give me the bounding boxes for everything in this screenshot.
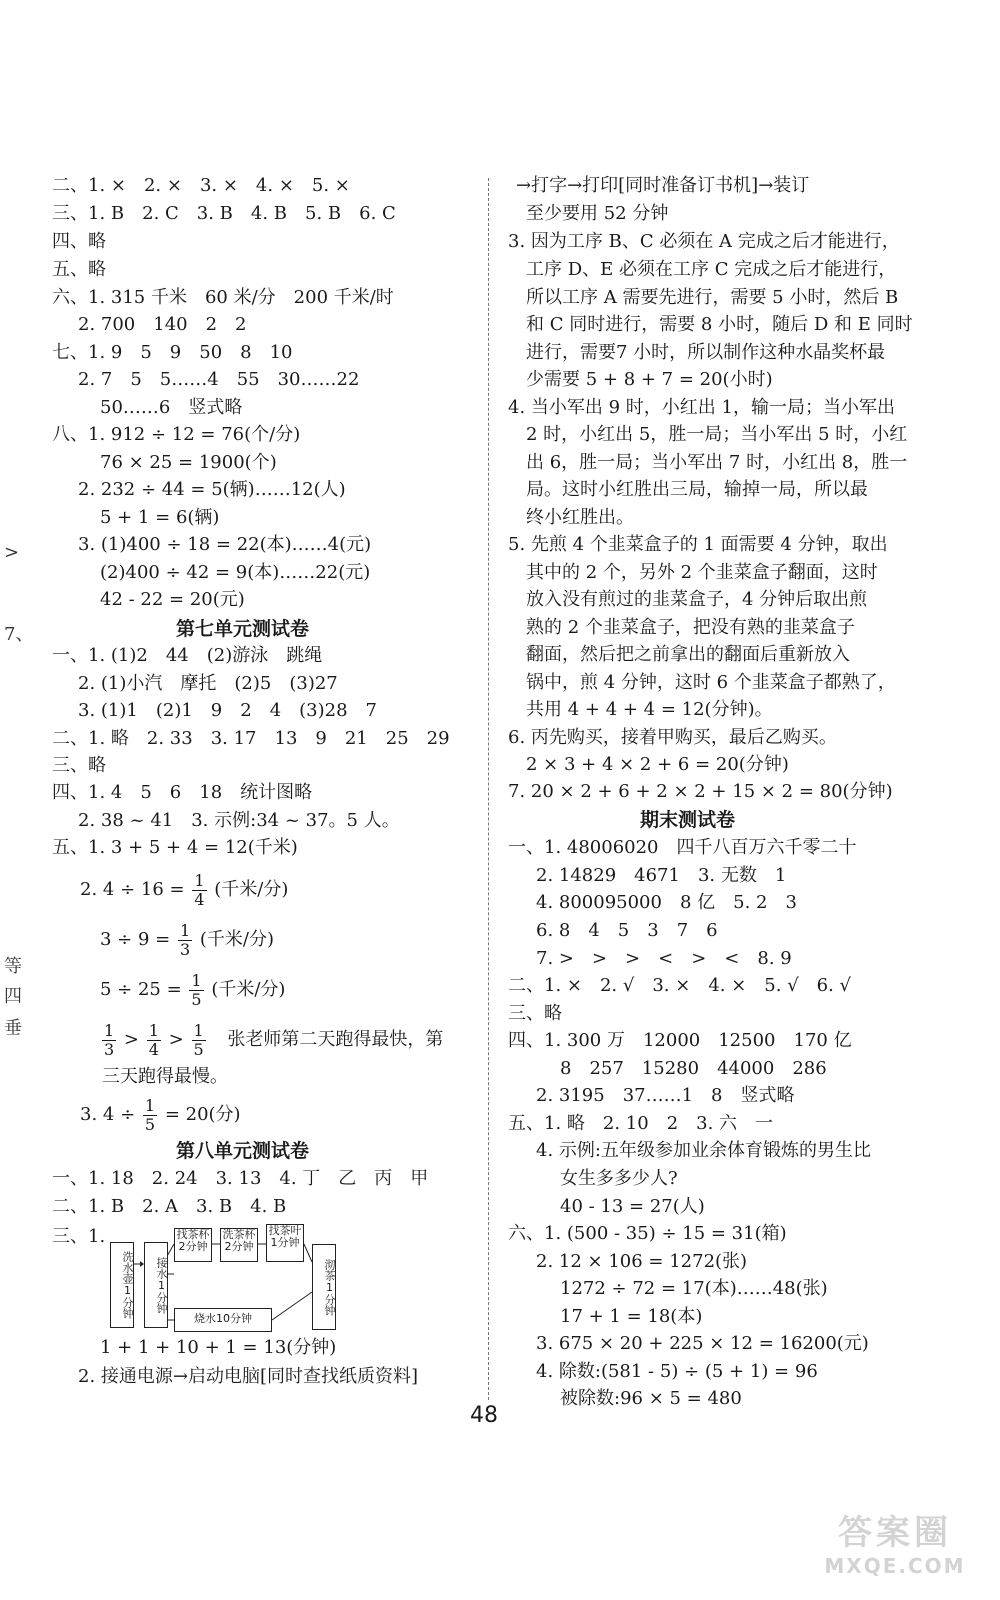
watermark-url: MXQE.COM bbox=[824, 1554, 966, 1578]
answer-line: 2. 14829 4671 3. 无数 1 bbox=[536, 865, 787, 886]
greater-than: > bbox=[123, 1029, 140, 1050]
answer-line: 四、略 bbox=[52, 231, 106, 252]
fraction-prefix: 5 ÷ 25 = bbox=[100, 979, 182, 1000]
answer-line: 1 + 1 + 10 + 1 = 13(分钟) bbox=[100, 1337, 337, 1358]
margin-fragment: 等 bbox=[4, 956, 22, 977]
answer-line: 五、1. 3 + 5 + 4 = 12(千米) bbox=[52, 837, 298, 858]
fraction-denominator: 5 bbox=[191, 989, 202, 1009]
answer-line: 锅中，煎 4 分钟，这时 6 个韭菜盒子都熟了， bbox=[526, 672, 896, 693]
fraction-numerator: 1 bbox=[144, 1095, 156, 1115]
answer-line: 五、1. 略 2. 10 2 3. 六 一 bbox=[508, 1113, 774, 1134]
fraction bbox=[143, 1097, 157, 1134]
answer-line: 8 257 15280 44000 286 bbox=[560, 1058, 827, 1079]
fraction bbox=[147, 1022, 161, 1059]
fraction-denominator: 4 bbox=[148, 1039, 159, 1059]
answer-line: 2. 3195 37……1 8 竖式略 bbox=[536, 1085, 795, 1106]
answer-line: 2 时，小红出 5，胜一局；当小军出 5 时，小红 bbox=[526, 424, 908, 445]
fraction-numerator: 1 bbox=[193, 1020, 204, 1040]
answer-line: 2. (1)小汽 摩托 (2)5 (3)27 bbox=[78, 673, 338, 694]
answer-line: 2. 接通电源→启动电脑[同时查找纸质资料] bbox=[78, 1366, 419, 1387]
fraction bbox=[102, 1022, 116, 1059]
answer-line: 共用 4 + 4 + 4 = 12(分钟)。 bbox=[526, 699, 773, 720]
answer-line: 进行，需要7 小时，所以制作这种水晶奖杯最 bbox=[526, 342, 886, 363]
answer-line: 42 - 22 = 20(元) bbox=[100, 589, 245, 610]
answer-line: 三、略 bbox=[52, 755, 106, 776]
fraction-unit: (千米/分) bbox=[214, 879, 289, 900]
margin-fragment: 四 bbox=[4, 986, 22, 1007]
margin-fragment: 7、 bbox=[4, 624, 34, 645]
answer-line: 六、1. (500 - 35) ÷ 15 = 31(箱) bbox=[508, 1223, 787, 1244]
answer-line: 三、略 bbox=[508, 1003, 562, 1024]
fraction-denominator: 5 bbox=[144, 1114, 156, 1134]
answer-line: (2)400 ÷ 42 = 9(本)……22(元) bbox=[100, 562, 371, 583]
answer-line: 2. 232 ÷ 44 = 5(辆)……12(人) bbox=[78, 479, 346, 500]
answer-line: 1272 ÷ 72 = 17(本)……48(张) bbox=[560, 1278, 828, 1299]
fraction-unit: (千米/分) bbox=[211, 979, 286, 1000]
section-heading: 期末测试卷 bbox=[640, 809, 736, 831]
answer-line: 和 C 同时进行，需要 8 小时，随后 D 和 E 同时 bbox=[526, 314, 913, 335]
comparison-text: 张老师第二天跑得最快，第 bbox=[227, 1029, 444, 1050]
answer-line: 3. (1)400 ÷ 18 = 22(本)……4(元) bbox=[78, 534, 372, 555]
margin-fragment: > bbox=[4, 542, 20, 563]
answer-line: 4. 示例:五年级参加业余体育锻炼的男生比 bbox=[536, 1140, 871, 1161]
fraction-numerator: 1 bbox=[104, 1020, 115, 1040]
fraction-prefix: 3 ÷ 9 = bbox=[100, 929, 171, 950]
answer-line: 7. > > > < > < 8. 9 bbox=[536, 948, 792, 969]
fraction-line bbox=[100, 920, 274, 960]
answer-line: 5 + 1 = 6(辆) bbox=[100, 507, 220, 528]
fraction bbox=[189, 972, 203, 1009]
fraction bbox=[192, 1022, 206, 1059]
answer-line: 四、1. 300 万 12000 12500 170 亿 bbox=[508, 1030, 852, 1051]
answer-line: 三、1. B 2. C 3. B 4. B 5. B 6. C bbox=[52, 203, 396, 224]
fraction-line bbox=[100, 970, 285, 1010]
answer-line: 工序 D、E 必须在工序 C 完成之后才能进行， bbox=[526, 259, 897, 280]
answer-line: 局。这时小红胜出三局，输掉一局，所以最 bbox=[526, 479, 868, 500]
answer-line: 2. 38 ~ 41 3. 示例:34 ~ 37。5 人。 bbox=[78, 810, 400, 831]
fraction-denominator: 5 bbox=[193, 1039, 204, 1059]
answer-line: 终小红胜出。 bbox=[526, 507, 634, 528]
answer-line: 三、1. bbox=[52, 1226, 106, 1247]
answer-line: 76 × 25 = 1900(个) bbox=[100, 452, 277, 473]
answer-line: 至少要用 52 分钟 bbox=[526, 203, 669, 224]
answer-line: 3. 675 × 20 + 225 × 12 = 16200(元) bbox=[536, 1333, 869, 1354]
answer-line: 八、1. 912 ÷ 12 = 76(个/分) bbox=[52, 424, 301, 445]
flow-box-find-tea: 找茶叶1分钟 bbox=[266, 1224, 304, 1262]
flow-box-fill-water: 接水1分钟 bbox=[144, 1242, 168, 1328]
answer-line: 4. 除数:(581 - 5) ÷ (5 + 1) = 96 bbox=[536, 1361, 818, 1382]
section-heading: 第八单元测试卷 bbox=[176, 1140, 310, 1162]
answer-line: 所以工序 A 需要先进行，需要 5 小时，然后 B bbox=[526, 287, 899, 308]
answer-line: →打字→打印[同时准备订书机]→装订 bbox=[516, 175, 810, 196]
answer-line: 2. 12 × 106 = 1272(张) bbox=[536, 1251, 748, 1272]
answer-line: 2. 7 5 5……4 55 30……22 bbox=[78, 369, 360, 390]
flow-box-boil-water: 烧水10分钟 bbox=[174, 1308, 272, 1332]
column-divider bbox=[488, 178, 489, 1400]
greater-than: > bbox=[168, 1029, 184, 1050]
fraction-suffix: = 20(分) bbox=[164, 1104, 241, 1125]
fraction-denominator: 3 bbox=[179, 939, 191, 959]
fraction-denominator: 3 bbox=[104, 1039, 115, 1059]
page-number: 48 bbox=[470, 1403, 498, 1428]
flow-box-find-cup: 找茶杯2分钟 bbox=[174, 1228, 212, 1262]
answer-line: 一、1. 48006020 四千八百万六千零二十 bbox=[508, 837, 857, 858]
answer-line: 一、1. 18 2. 24 3. 13 4. 丁 乙 丙 甲 bbox=[52, 1168, 429, 1189]
answer-line: 6. 8 4 5 3 7 6 bbox=[536, 920, 718, 941]
fraction-numerator: 1 bbox=[148, 1020, 159, 1040]
answer-line: 3. 因为工序 B、C 必须在 A 完成之后才能进行， bbox=[508, 231, 900, 252]
answer-line: 5. 先煎 4 个韭菜盒子的 1 面需要 4 分钟，取出 bbox=[508, 534, 888, 555]
fraction-numerator: 1 bbox=[191, 970, 202, 990]
fraction-numerator: 1 bbox=[194, 870, 205, 890]
watermark-title: 答案圈 bbox=[838, 1513, 952, 1553]
answer-line: 二、1. × 2. × 3. × 4. × 5. × bbox=[52, 175, 350, 196]
fraction-numerator: 1 bbox=[179, 920, 191, 940]
section-heading: 第七单元测试卷 bbox=[176, 618, 310, 640]
answer-line: 被除数:96 × 5 = 480 bbox=[560, 1388, 742, 1409]
answer-line: 五、略 bbox=[52, 259, 106, 280]
answer-line: 2. 700 140 2 2 bbox=[78, 314, 247, 335]
answer-line: 2 × 3 + 4 × 2 + 6 = 20(分钟) bbox=[526, 754, 789, 775]
answer-line: 少需要 5 + 8 + 7 = 20(小时) bbox=[526, 369, 773, 390]
answer-line: 翻面，然后把之前拿出的翻面后重新放入 bbox=[526, 644, 850, 665]
watermark-logo bbox=[810, 1505, 980, 1585]
answer-line: 4. 当小军出 9 时，小红出 1，输一局；当小军出 bbox=[508, 397, 895, 418]
answer-line: 一、1. (1)2 44 (2)游泳 跳绳 bbox=[52, 645, 323, 666]
fraction-line bbox=[80, 1093, 241, 1137]
fraction-prefix: 2. 4 ÷ 16 = bbox=[80, 879, 185, 900]
answer-line: 4. 800095000 8 亿 5. 2 3 bbox=[536, 892, 797, 913]
fraction-unit: (千米/分) bbox=[199, 929, 274, 950]
answer-line: 其中的 2 个，另外 2 个韭菜盒子翻面，这时 bbox=[526, 562, 878, 583]
answer-line: 3. (1)1 (2)1 9 2 4 (3)28 7 bbox=[78, 700, 378, 721]
answer-line: 二、1. B 2. A 3. B 4. B bbox=[52, 1196, 287, 1217]
flow-box-make-tea: 沏茶1分钟 bbox=[312, 1244, 336, 1330]
answer-line: 6. 丙先购买，接着甲购买，最后乙购买。 bbox=[508, 727, 837, 748]
fraction-line bbox=[80, 870, 288, 910]
answer-line: 二、1. × 2. √ 3. × 4. × 5. √ 6. √ bbox=[508, 975, 852, 996]
fraction bbox=[192, 872, 206, 909]
answer-line: 出 6，胜一局；当小军出 7 时，小红出 8，胜一 bbox=[526, 452, 908, 473]
answer-line: 熟的 2 个韭菜盒子，把没有熟的韭菜盒子 bbox=[526, 617, 855, 638]
answer-line: 40 - 13 = 27(人) bbox=[560, 1196, 705, 1217]
answer-line: 四、1. 4 5 6 18 统计图略 bbox=[52, 782, 313, 803]
flow-box-wash-kettle: 洗水壶1分钟 bbox=[110, 1242, 134, 1328]
margin-fragment: 垂 bbox=[4, 1018, 22, 1039]
fraction-denominator: 4 bbox=[194, 889, 205, 909]
answer-line: 二、1. 略 2. 33 3. 17 13 9 21 25 29 bbox=[52, 728, 450, 749]
process-flow-diagram bbox=[100, 1222, 340, 1332]
answer-line: 放入没有煎过的韭菜盒子，4 分钟后取出煎 bbox=[526, 589, 868, 610]
answer-line: 七、1. 9 5 9 50 8 10 bbox=[52, 342, 293, 363]
answer-line: 女生多多少人? bbox=[560, 1168, 678, 1189]
flow-box-wash-cup: 洗茶杯2分钟 bbox=[220, 1228, 258, 1262]
answer-line: 50……6 竖式略 bbox=[100, 397, 243, 418]
answer-line: 六、1. 315 千米 60 米/分 200 千米/时 bbox=[52, 287, 394, 308]
fraction-comparison bbox=[100, 1018, 443, 1062]
fraction bbox=[178, 922, 192, 959]
answer-line: 7. 20 × 2 + 6 + 2 × 2 + 15 × 2 = 80(分钟) bbox=[508, 781, 893, 802]
answer-line: 17 + 1 = 18(本) bbox=[560, 1306, 703, 1327]
answer-line: 三天跑得最慢。 bbox=[102, 1066, 228, 1087]
fraction-prefix: 3. 4 ÷ bbox=[80, 1104, 136, 1125]
